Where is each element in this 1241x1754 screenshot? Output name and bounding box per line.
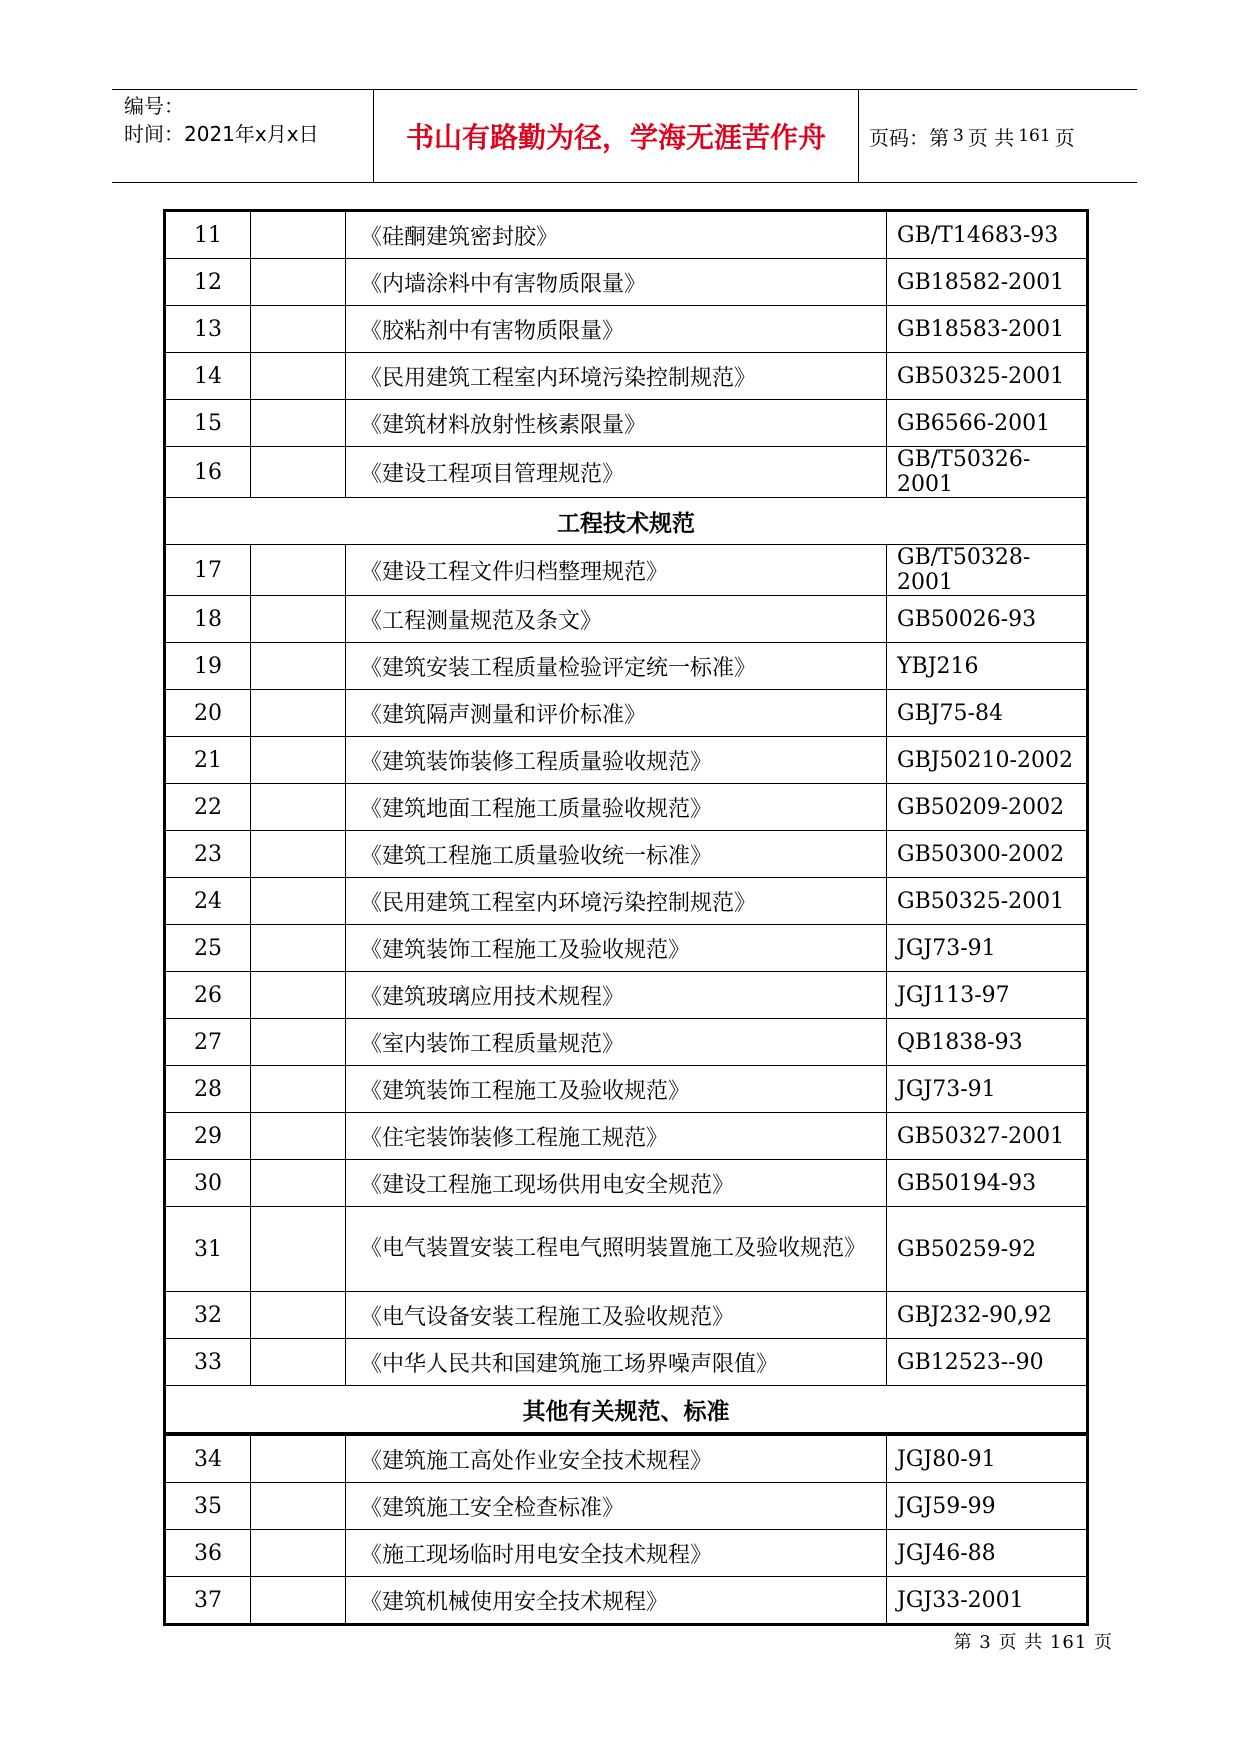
table-row bbox=[165, 1292, 1088, 1339]
table-row bbox=[165, 447, 1088, 498]
row-blank-cell bbox=[251, 1339, 346, 1386]
table-row bbox=[165, 306, 1088, 353]
row-number: 27 bbox=[165, 1019, 251, 1066]
row-blank-cell bbox=[251, 1066, 346, 1113]
document-date: 时间：2021年x月x日 bbox=[124, 122, 319, 146]
row-blank-cell bbox=[251, 972, 346, 1019]
row-standard-name: 《胶粘剂中有害物质限量》 bbox=[346, 306, 887, 353]
row-number: 25 bbox=[165, 925, 251, 972]
row-standard-name: 《建设工程项目管理规范》 bbox=[346, 447, 887, 498]
table-row bbox=[165, 1066, 1088, 1113]
row-standard-code: QB1838-93 bbox=[887, 1019, 1088, 1066]
row-blank-cell bbox=[251, 447, 346, 498]
row-blank-cell bbox=[251, 1207, 346, 1292]
row-standard-name: 《建设工程文件归档整理规范》 bbox=[346, 545, 887, 596]
page-mid: 页 共 bbox=[967, 125, 1015, 150]
row-blank-cell bbox=[251, 306, 346, 353]
table-row bbox=[165, 1483, 1088, 1530]
row-standard-name: 《电气装置安装工程电气照明装置施工及验收规范》 bbox=[346, 1207, 887, 1292]
row-number: 31 bbox=[165, 1207, 251, 1292]
row-standard-name: 《建筑玻璃应用技术规程》 bbox=[346, 972, 887, 1019]
row-standard-name: 《建设工程施工现场供用电安全规范》 bbox=[346, 1160, 887, 1207]
row-standard-code: YBJ216 bbox=[887, 643, 1088, 690]
row-standard-name: 《室内装饰工程质量规范》 bbox=[346, 1019, 887, 1066]
page-suffix: 页 bbox=[1054, 125, 1075, 150]
row-number: 24 bbox=[165, 878, 251, 925]
table-row bbox=[165, 831, 1088, 878]
row-blank-cell bbox=[251, 1434, 346, 1483]
row-standard-code: GB6566-2001 bbox=[887, 400, 1088, 447]
table-row bbox=[165, 1113, 1088, 1160]
row-number: 21 bbox=[165, 737, 251, 784]
page-total: 161 bbox=[1018, 126, 1051, 146]
table-row bbox=[165, 1207, 1088, 1292]
row-standard-name: 《建筑材料放射性核素限量》 bbox=[346, 400, 887, 447]
table-row bbox=[165, 1339, 1088, 1386]
page-prefix: 页码：第 bbox=[869, 125, 949, 150]
table-row bbox=[165, 596, 1088, 643]
row-blank-cell bbox=[251, 1577, 346, 1625]
row-blank-cell bbox=[251, 784, 346, 831]
table-row bbox=[165, 925, 1088, 972]
row-standard-name: 《建筑地面工程施工质量验收规范》 bbox=[346, 784, 887, 831]
row-number: 28 bbox=[165, 1066, 251, 1113]
row-blank-cell bbox=[251, 1292, 346, 1339]
row-number: 37 bbox=[165, 1577, 251, 1625]
row-standard-name: 《建筑工程施工质量验收统一标准》 bbox=[346, 831, 887, 878]
row-standard-name: 《建筑隔声测量和评价标准》 bbox=[346, 690, 887, 737]
row-number: 34 bbox=[165, 1434, 251, 1483]
document-number-label: 编号： bbox=[124, 94, 184, 118]
row-number: 11 bbox=[165, 211, 251, 259]
row-number: 29 bbox=[165, 1113, 251, 1160]
row-standard-code: GB/T50326-2001 bbox=[887, 447, 1088, 498]
row-number: 35 bbox=[165, 1483, 251, 1530]
row-standard-code: JGJ46-88 bbox=[887, 1530, 1088, 1577]
table-row bbox=[165, 1019, 1088, 1066]
row-standard-name: 《建筑施工安全检查标准》 bbox=[346, 1483, 887, 1530]
table-row bbox=[165, 784, 1088, 831]
table-row bbox=[165, 972, 1088, 1019]
row-number: 15 bbox=[165, 400, 251, 447]
row-standard-name: 《民用建筑工程室内环境污染控制规范》 bbox=[346, 353, 887, 400]
row-number: 33 bbox=[165, 1339, 251, 1386]
row-standard-code: GB18583-2001 bbox=[887, 306, 1088, 353]
page-footer: 第 3 页 共 161 页 bbox=[953, 1632, 1113, 1653]
table-row bbox=[165, 400, 1088, 447]
row-standard-name: 《住宅装饰装修工程施工规范》 bbox=[346, 1113, 887, 1160]
row-standard-code: JGJ33-2001 bbox=[887, 1577, 1088, 1625]
table-row bbox=[165, 1434, 1088, 1483]
row-standard-name: 《建筑装饰工程施工及验收规范》 bbox=[346, 1066, 887, 1113]
row-blank-cell bbox=[251, 1483, 346, 1530]
header-page-info bbox=[859, 90, 1137, 182]
table-row bbox=[165, 545, 1088, 596]
row-standard-code: JGJ113-97 bbox=[887, 972, 1088, 1019]
table-row bbox=[165, 1160, 1088, 1207]
row-number: 13 bbox=[165, 306, 251, 353]
row-standard-code: GB18582-2001 bbox=[887, 259, 1088, 306]
row-standard-name: 《建筑装饰装修工程质量验收规范》 bbox=[346, 737, 887, 784]
row-standard-name: 《中华人民共和国建筑施工场界噪声限值》 bbox=[346, 1339, 887, 1386]
row-number: 32 bbox=[165, 1292, 251, 1339]
row-blank-cell bbox=[251, 1019, 346, 1066]
row-standard-code: JGJ73-91 bbox=[887, 925, 1088, 972]
table-row bbox=[165, 1577, 1088, 1625]
section-heading: 工程技术规范 bbox=[165, 498, 1088, 545]
section-heading: 其他有关规范、标准 bbox=[165, 1386, 1088, 1435]
row-standard-code: GB50300-2002 bbox=[887, 831, 1088, 878]
row-blank-cell bbox=[251, 1160, 346, 1207]
row-blank-cell bbox=[251, 831, 346, 878]
row-blank-cell bbox=[251, 737, 346, 784]
row-standard-code: GB50259-92 bbox=[887, 1207, 1088, 1292]
row-standard-code: JGJ80-91 bbox=[887, 1434, 1088, 1483]
row-number: 19 bbox=[165, 643, 251, 690]
row-number: 26 bbox=[165, 972, 251, 1019]
row-standard-code: GBJ75-84 bbox=[887, 690, 1088, 737]
table-row bbox=[165, 737, 1088, 784]
row-standard-code: GB50194-93 bbox=[887, 1160, 1088, 1207]
table-row bbox=[165, 259, 1088, 306]
row-standard-code: GB50026-93 bbox=[887, 596, 1088, 643]
row-blank-cell bbox=[251, 353, 346, 400]
row-blank-cell bbox=[251, 211, 346, 259]
header-motto: 书山有路勤为径，学海无涯苦作舟 bbox=[374, 90, 859, 182]
row-standard-name: 《工程测量规范及条文》 bbox=[346, 596, 887, 643]
row-standard-name: 《建筑装饰工程施工及验收规范》 bbox=[346, 925, 887, 972]
row-standard-name: 《建筑施工高处作业安全技术规程》 bbox=[346, 1434, 887, 1483]
row-standard-code: GB50327-2001 bbox=[887, 1113, 1088, 1160]
row-blank-cell bbox=[251, 1113, 346, 1160]
row-standard-name: 《内墙涂料中有害物质限量》 bbox=[346, 259, 887, 306]
row-number: 18 bbox=[165, 596, 251, 643]
table-row bbox=[165, 643, 1088, 690]
table-row bbox=[165, 211, 1088, 259]
row-number: 20 bbox=[165, 690, 251, 737]
row-blank-cell bbox=[251, 643, 346, 690]
row-blank-cell bbox=[251, 545, 346, 596]
regulations-table bbox=[163, 209, 1089, 1626]
regulations-table-body bbox=[165, 211, 1088, 1625]
page-header bbox=[112, 89, 1137, 183]
row-blank-cell bbox=[251, 690, 346, 737]
row-standard-code: JGJ73-91 bbox=[887, 1066, 1088, 1113]
row-blank-cell bbox=[251, 596, 346, 643]
page-current: 3 bbox=[953, 126, 964, 146]
header-meta bbox=[112, 90, 374, 182]
row-standard-name: 《建筑机械使用安全技术规程》 bbox=[346, 1577, 887, 1625]
row-standard-code: GB50325-2001 bbox=[887, 878, 1088, 925]
row-number: 36 bbox=[165, 1530, 251, 1577]
row-standard-name: 《建筑安装工程质量检验评定统一标准》 bbox=[346, 643, 887, 690]
row-number: 23 bbox=[165, 831, 251, 878]
row-standard-code: GB12523--90 bbox=[887, 1339, 1088, 1386]
row-standard-code: GB50325-2001 bbox=[887, 353, 1088, 400]
row-number: 30 bbox=[165, 1160, 251, 1207]
row-standard-code: JGJ59-99 bbox=[887, 1483, 1088, 1530]
row-standard-name: 《硅酮建筑密封胶》 bbox=[346, 211, 887, 259]
row-number: 22 bbox=[165, 784, 251, 831]
table-row bbox=[165, 353, 1088, 400]
row-standard-name: 《电气设备安装工程施工及验收规范》 bbox=[346, 1292, 887, 1339]
row-number: 14 bbox=[165, 353, 251, 400]
table-row bbox=[165, 1530, 1088, 1577]
row-standard-name: 《民用建筑工程室内环境污染控制规范》 bbox=[346, 878, 887, 925]
row-standard-code: GB50209-2002 bbox=[887, 784, 1088, 831]
row-standard-name: 《施工现场临时用电安全技术规程》 bbox=[346, 1530, 887, 1577]
row-number: 12 bbox=[165, 259, 251, 306]
row-standard-code: GB/T14683-93 bbox=[887, 211, 1088, 259]
table-row bbox=[165, 690, 1088, 737]
section-row bbox=[165, 1386, 1088, 1435]
row-number: 17 bbox=[165, 545, 251, 596]
row-blank-cell bbox=[251, 1530, 346, 1577]
row-blank-cell bbox=[251, 925, 346, 972]
row-standard-code: GBJ232-90,92 bbox=[887, 1292, 1088, 1339]
row-blank-cell bbox=[251, 878, 346, 925]
row-blank-cell bbox=[251, 400, 346, 447]
row-number: 16 bbox=[165, 447, 251, 498]
section-row bbox=[165, 498, 1088, 545]
row-standard-code: GB/T50328-2001 bbox=[887, 545, 1088, 596]
table-row bbox=[165, 878, 1088, 925]
row-blank-cell bbox=[251, 259, 346, 306]
row-standard-code: GBJ50210-2002 bbox=[887, 737, 1088, 784]
